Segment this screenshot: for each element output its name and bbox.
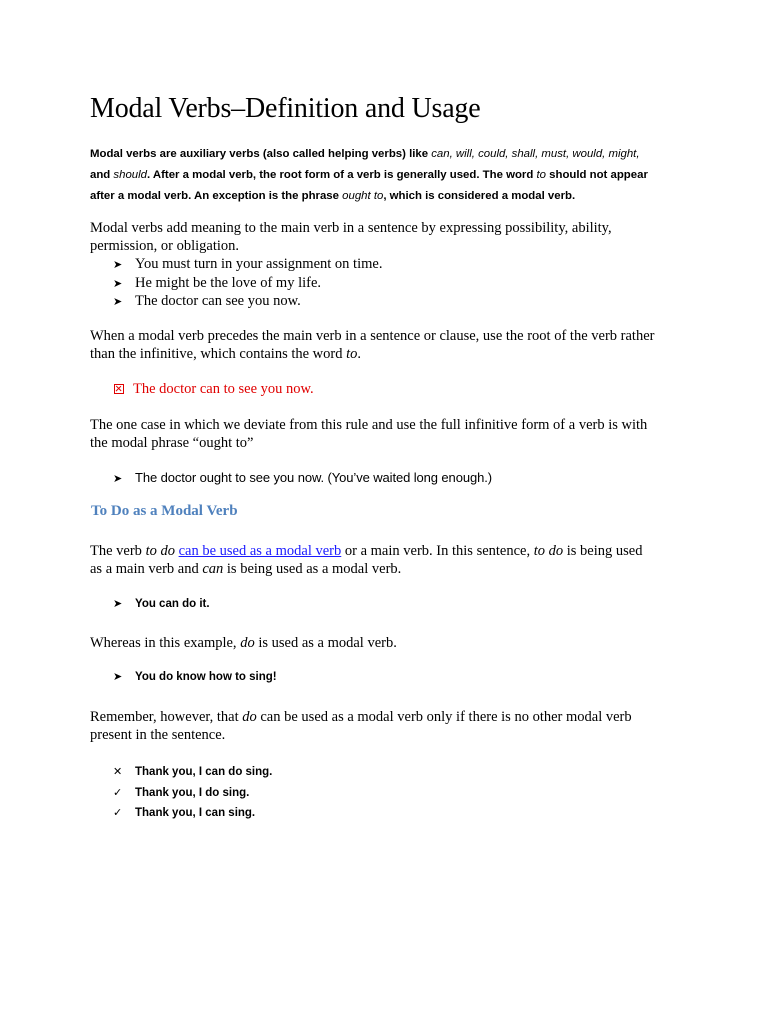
paragraph-meaning xyxy=(90,219,612,255)
section-heading: To Do as a Modal Verb xyxy=(91,503,238,519)
paragraph-italic: to xyxy=(346,346,358,362)
paragraph-line: The one case in which we deviate from this rule and use the full infinitive form of a verb is with xyxy=(90,417,648,433)
intro-italic: to xyxy=(536,169,546,181)
arrow-bullet-icon: ➤ xyxy=(113,296,123,308)
paragraph-text: Remember, however, that xyxy=(90,709,243,725)
paragraph-text: can be used as a modal verb only if there is no other modal verb xyxy=(256,709,632,725)
list-item xyxy=(113,293,382,312)
paragraph-text: is being used as a modal verb. xyxy=(223,561,402,577)
modal-verb-link[interactable]: can be used as a modal verb xyxy=(178,543,342,559)
arrow-bullet-icon: ➤ xyxy=(113,671,123,683)
paragraph-line: Modal verbs add meaning to the main verb in a sentence by expressing possibility, ability, xyxy=(90,220,612,236)
cross-mark-icon: ✕ xyxy=(113,766,123,778)
paragraph-line: the modal phrase “ought to” xyxy=(90,435,254,451)
paragraph-italic: to do xyxy=(533,543,564,559)
boxed-x-icon xyxy=(114,384,124,394)
paragraph-whereas xyxy=(90,634,397,652)
ought-example xyxy=(113,470,492,485)
incorrect-example xyxy=(114,381,314,398)
arrow-bullet-icon: ➤ xyxy=(113,259,123,271)
paragraph-line xyxy=(90,345,654,363)
list-item xyxy=(113,762,272,783)
paragraph-text: as a main verb and xyxy=(90,561,203,577)
paragraph-text: The verb xyxy=(90,543,146,559)
paragraph-line xyxy=(90,542,642,560)
arrow-bullet-icon: ➤ xyxy=(113,277,123,290)
ought-example-text: The doctor ought to see you now. (You’ve waited long enough.) xyxy=(135,470,492,485)
paragraph-text: is being used xyxy=(563,543,643,559)
intro-text: . After a modal verb, the root form of a verb is generally used. The word xyxy=(147,169,537,181)
list-item xyxy=(113,275,382,294)
list-item xyxy=(113,803,272,824)
example-can xyxy=(113,597,210,610)
paragraph-line xyxy=(90,634,397,652)
list-item-text: Thank you, I can sing. xyxy=(135,807,256,819)
list-item-text: The doctor can see you now. xyxy=(135,293,301,309)
intro-line-1 xyxy=(90,144,690,165)
paragraph-to-do xyxy=(90,542,642,578)
intro-line-2 xyxy=(90,165,690,186)
list-item-text: Thank you, I do sing. xyxy=(135,786,250,799)
intro-text: , which is considered a modal verb. xyxy=(383,190,576,202)
paragraph-remember xyxy=(90,708,632,744)
list-item-text: Thank you, I can do sing. xyxy=(135,766,273,778)
intro-text: Modal verbs are auxiliary verbs (also called helping verbs) like xyxy=(90,148,432,160)
intro-italic: can, will, could, shall, must, would, might, xyxy=(431,148,640,160)
page-title: Modal Verbs–Definition and Usage xyxy=(90,93,481,124)
paragraph-italic: can xyxy=(202,561,224,577)
intro-text: should not appear xyxy=(545,169,648,181)
check-mark-icon: ✓ xyxy=(113,786,123,799)
paragraph-italic: do xyxy=(240,635,255,651)
paragraph-root-form xyxy=(90,327,654,363)
intro-paragraph xyxy=(90,144,690,207)
examples-list xyxy=(113,256,382,312)
paragraph-text: or a main verb. In this sentence, xyxy=(341,543,534,559)
paragraph-text: is used as a modal verb. xyxy=(254,635,397,651)
incorrect-example-text: The doctor can to see you now. xyxy=(133,381,314,397)
list-item xyxy=(113,783,272,804)
arrow-bullet-icon: ➤ xyxy=(113,598,123,610)
example-text: You do know how to sing! xyxy=(135,671,277,683)
example-text: You can do it. xyxy=(135,598,210,610)
paragraph-text: Whereas in this example, xyxy=(90,635,241,651)
list-item xyxy=(113,256,382,275)
intro-text: after a modal verb. An exception is the phrase xyxy=(90,190,343,202)
list-item-text: You must turn in your assignment on time. xyxy=(135,256,383,272)
paragraph-line: permission, or obligation. xyxy=(90,238,240,254)
paragraph-text: than the infinitive, which contains the word xyxy=(90,346,347,362)
intro-line-3 xyxy=(90,186,690,207)
arrow-bullet-icon: ➤ xyxy=(113,473,123,485)
paragraph-exception xyxy=(90,416,647,452)
check-mark-icon: ✓ xyxy=(113,807,123,819)
paragraph-line xyxy=(90,560,642,578)
intro-italic: ought to xyxy=(342,190,384,202)
intro-text: and xyxy=(90,169,114,181)
paragraph-line: present in the sentence. xyxy=(90,727,226,743)
final-examples-list xyxy=(113,762,272,824)
paragraph-italic: to do xyxy=(145,543,175,559)
paragraph-text: . xyxy=(357,346,362,362)
example-do xyxy=(113,670,277,683)
paragraph-line: When a modal verb precedes the main verb in a sentence or clause, use the root of the verb rather xyxy=(90,328,655,344)
list-item-text: He might be the love of my life. xyxy=(135,274,322,291)
intro-italic: should xyxy=(113,169,147,181)
paragraph-line xyxy=(90,708,632,726)
paragraph-italic: do xyxy=(242,709,257,725)
